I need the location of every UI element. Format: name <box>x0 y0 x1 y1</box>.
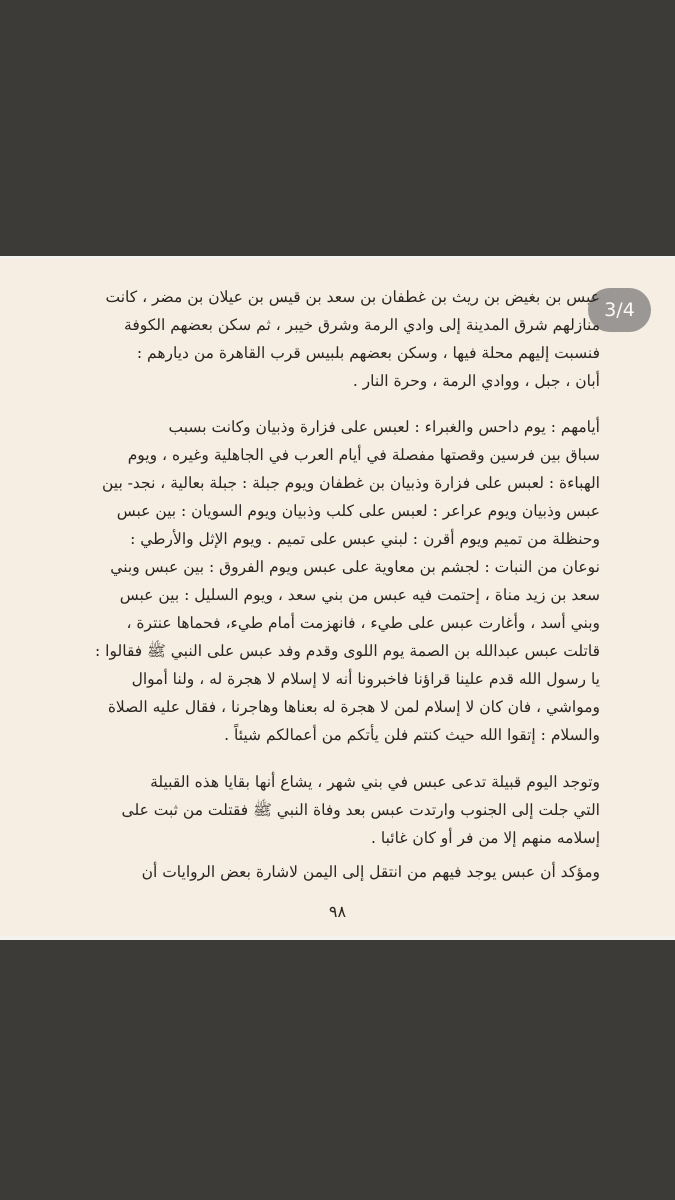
text-line: أبان ، جبل ، ووادي الرمة ، وحرة النار . <box>352 372 600 390</box>
text-line: وحنظلة من تميم ويوم أقرن : لبني عبس على تميم . ويوم الإثل والأرطي : <box>130 530 600 548</box>
text-line: قاتلت عبس عبدالله بن الصمة يوم اللوى وقدم وفد عبس على النبي ﷺ فقالوا : <box>95 642 600 660</box>
text-line: وتوجد اليوم قبيلة تدعى عبس في بني شهر ، يشاع أنها بقايا هذه القبيلة <box>150 773 600 791</box>
text-line: وبني أسد ، وأغارت عبس على طيء ، فانهزمت أمام طيء، فحماها عنترة ، <box>126 614 600 632</box>
image-counter-text: 3/4 <box>604 299 635 321</box>
text-line: ومؤكد أن عبس يوجد فيهم من انتقل إلى اليمن لاشارة بعض الروايات أن <box>141 863 600 881</box>
text-line: سباق بين فرسين وقصتها مفصلة في أيام العرب في الجاهلية وغيره ، ويوم <box>127 446 600 464</box>
text-line: منازلهم شرق المدينة إلى وادي الرمة وشرق خيبر ، ثم سكن بعضهم الكوفة <box>124 316 600 334</box>
viewer-top-background <box>0 0 675 258</box>
text-line: فنسبت إليهم محلة فيها ، وسكن بعضهم بلبيس قرب القاهرة من ديارهم : <box>136 344 600 362</box>
paragraph-4 <box>90 858 600 886</box>
text-line: عبس بن بغيض بن ريث بن غطفان بن سعد بن قيس بن عيلان بن مضر ، كانت <box>105 288 600 306</box>
paragraph-2 <box>90 413 600 749</box>
paragraph-1 <box>90 283 600 395</box>
text-line: نوعان من النبات : لجشم بن معاوية على عبس ويوم الفروق : بين عبس وبني <box>110 558 600 576</box>
viewer-bottom-background <box>0 940 675 1200</box>
text-line: التي جلت إلى الجنوب وارتدت عبس بعد وفاة النبي ﷺ فقتلت من ثبت على <box>121 801 600 819</box>
page-number: ٩٨ <box>328 902 347 921</box>
text-line: الهباءة : لعبس على فزارة وذبيان بن غطفان ويوم جبلة : جبلة بعالية ، نجد- بين <box>101 474 600 492</box>
text-line: سعد بن زيد مناة ، إحتمت فيه عبس من بني سعد ، ويوم السليل : بين عبس <box>119 586 600 604</box>
paragraph-3 <box>90 768 600 852</box>
text-line: ومواشي ، فان كان لا إسلام لمن لا هجرة له بعناها وهاجرنا ، فقال عليه الصلاة <box>107 698 600 716</box>
text-line: يا رسول الله قدم علينا قراؤنا فاخبرونا أنه لا إسلام لا هجرة له ، ولنا أموال <box>131 670 600 688</box>
text-line: والسلام : إتقوا الله حيث كنتم فلن يأتكم من أعمالكم شيئاً . <box>224 726 600 744</box>
text-line: إسلامه منهم إلا من فر أو كان غائبا . <box>371 829 600 847</box>
text-line: عبس وذبيان ويوم عراعر : لعبس على كلب وذبيان ويوم السويان : بين عبس <box>116 502 600 520</box>
text-line: أيامهم : يوم داحس والغبراء : لعبس على فزارة وذبيان وكانت بسبب <box>168 418 600 436</box>
